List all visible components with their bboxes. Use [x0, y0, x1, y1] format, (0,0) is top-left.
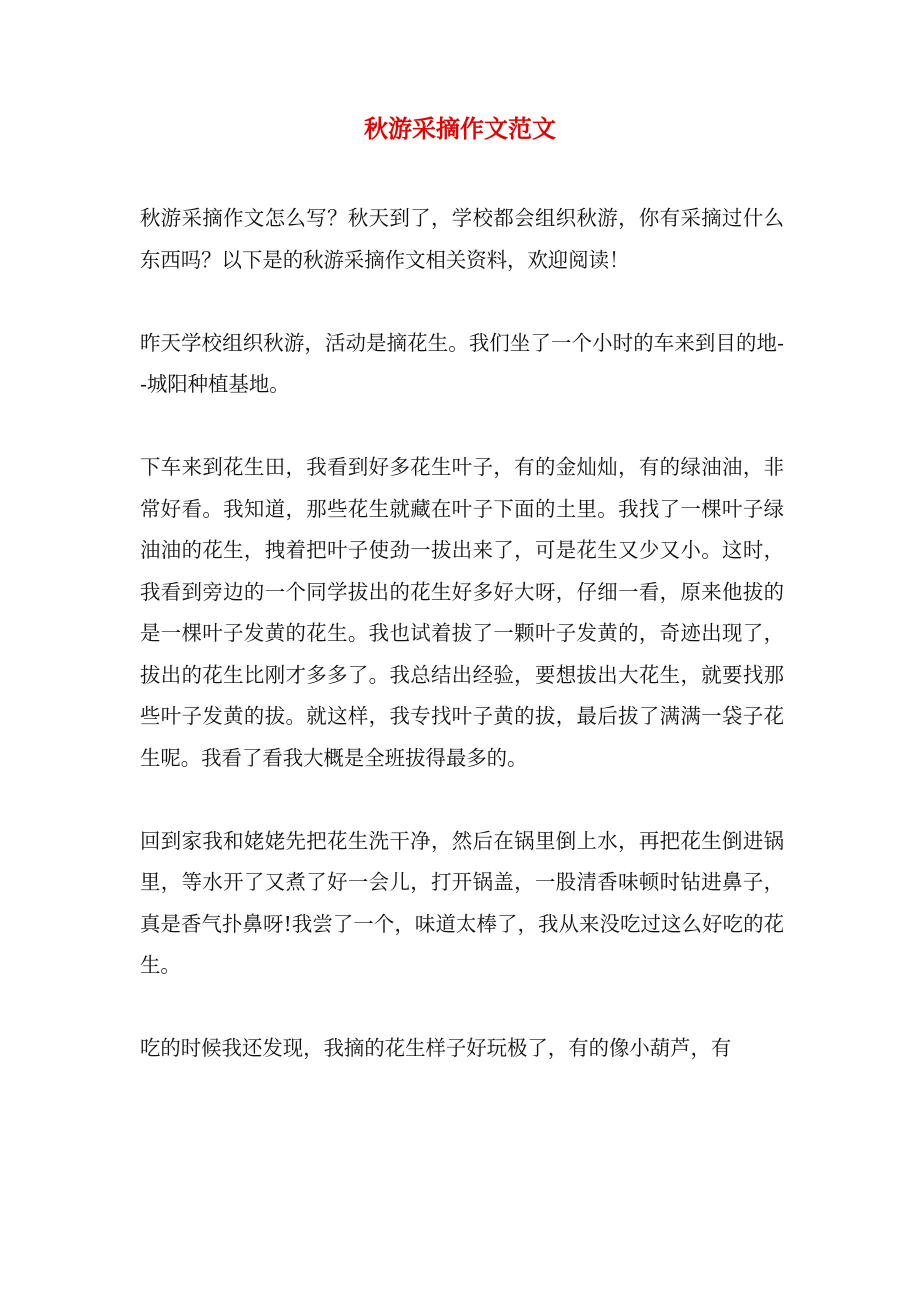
paragraph-cooking: 回到家我和姥姥先把花生洗干净，然后在锅里倒上水，再把花生倒进锅里，等水开了又煮了好一会儿，打开锅盖，一股清香味顿时钻进鼻子，真是香气扑鼻呀!我尝了一个，味道太棒了，我从来没吃过这么好吃的花生。 — [140, 828, 784, 977]
paragraph-eating: 吃的时候我还发现，我摘的花生样子好玩极了，有的像小葫芦，有 — [140, 1036, 732, 1060]
document-body — [140, 198, 784, 1111]
paragraph-picking: 下车来到花生田，我看到好多花生叶子，有的金灿灿，有的绿油油，非常好看。我知道，那些花生就藏在叶子下面的土里。我找了一棵叶子绿油油的花生，拽着把叶子使劲一拔出来了，可是花生又少又小。这时，我看到旁边的一个同学拔出的花生好多好大呀，仔细一看，原来他拔的是一棵叶子发黄的花生。我也试着拔了一颗叶子发黄的，奇迹出现了，拔出的花生比刚才多多了。我总结出经验，要想拔出大花生，就要找那些叶子发黄的拔。就这样，我专找叶子黄的拔，最后拔了满满一袋子花生呢。我看了看我大概是全班拔得最多的。 — [140, 455, 784, 770]
document-title: 秋游采摘作文范文 — [364, 114, 556, 143]
paragraph-intro: 秋游采摘作文怎么写？秋天到了，学校都会组织秋游，你有采摘过什么东西吗？以下是的秋游采摘作文相关资料，欢迎阅读！ — [140, 206, 784, 272]
paragraph-trip: 昨天学校组织秋游，活动是摘花生。我们坐了一个小时的车来到目的地--城阳种植基地。 — [140, 330, 784, 396]
